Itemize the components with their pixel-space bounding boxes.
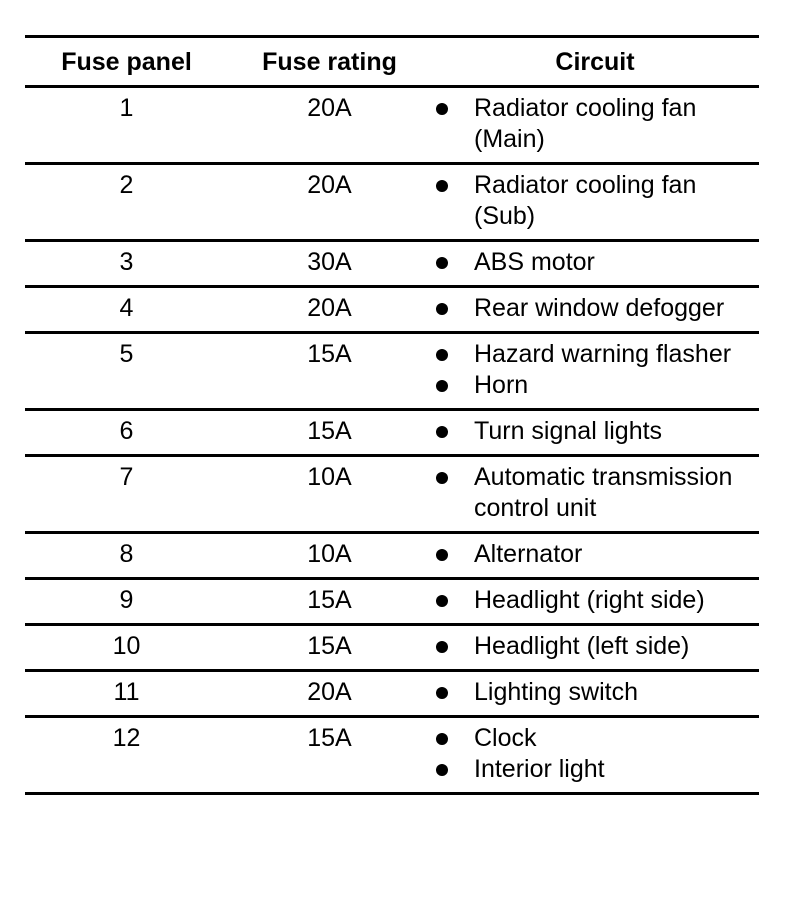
- bullet-icon: [436, 426, 448, 438]
- header-fuse-panel: Fuse panel: [61, 48, 192, 76]
- table-row: [25, 625, 759, 671]
- header-row: [25, 37, 759, 87]
- bullet-icon: [436, 687, 448, 699]
- bullet-icon: [436, 349, 448, 361]
- circuit-item: [431, 93, 759, 155]
- circuit-list: [431, 462, 759, 524]
- bullet-icon: [436, 549, 448, 561]
- circuit-label: Alternator: [474, 540, 583, 568]
- fuse-rating: 20A: [307, 94, 352, 122]
- circuit-list: [431, 93, 759, 155]
- fuse-panel-number: 7: [119, 463, 134, 491]
- circuit-list: [431, 539, 759, 570]
- circuit-list: [431, 723, 759, 785]
- table-row: [25, 87, 759, 164]
- circuit-label: Rear window defogger: [474, 294, 725, 322]
- circuit-cell: [431, 533, 759, 579]
- circuit-list: [431, 585, 759, 616]
- circuit-list: [431, 631, 759, 662]
- circuit-cell: [431, 671, 759, 717]
- fuse-panel-number: 11: [113, 678, 140, 706]
- fuse-rating: 15A: [307, 340, 352, 368]
- bullet-icon: [436, 180, 448, 192]
- fuse-panel-number: 5: [119, 340, 134, 368]
- bullet-icon: [436, 595, 448, 607]
- circuit-item: [431, 462, 759, 524]
- bullet-icon: [436, 733, 448, 745]
- circuit-item: [431, 539, 759, 570]
- circuit-list: [431, 339, 759, 401]
- bullet-icon: [436, 641, 448, 653]
- fuse-panel-number: 12: [112, 724, 141, 752]
- header-fuse-rating: Fuse rating: [262, 48, 397, 76]
- circuit-item: [431, 754, 759, 785]
- circuit-item: [431, 170, 759, 232]
- header-circuit: Circuit: [555, 48, 635, 76]
- circuit-item: [431, 370, 759, 401]
- fuse-panel-number: 2: [119, 171, 134, 199]
- circuit-item: [431, 585, 759, 616]
- circuit-list: [431, 247, 759, 278]
- table-row: [25, 579, 759, 625]
- circuit-item: [431, 677, 759, 708]
- table-body: [25, 87, 759, 794]
- bullet-icon: [436, 103, 448, 115]
- circuit-item: [431, 723, 759, 754]
- table-row: [25, 164, 759, 241]
- table-row: [25, 671, 759, 717]
- bullet-icon: [436, 472, 448, 484]
- bullet-icon: [436, 380, 448, 392]
- circuit-item: [431, 247, 759, 278]
- circuit-label: Hazard warning flasher: [474, 340, 732, 368]
- table-header: [25, 37, 759, 87]
- fuse-table: [25, 35, 759, 795]
- table-row: [25, 241, 759, 287]
- circuit-label: Radiator cooling fan (Main): [474, 94, 697, 153]
- circuit-label: Lighting switch: [474, 678, 638, 706]
- fuse-rating: 15A: [307, 586, 352, 614]
- fuse-rating: 30A: [307, 248, 352, 276]
- fuse-rating: 20A: [307, 171, 352, 199]
- circuit-cell: [431, 625, 759, 671]
- fuse-panel-number: 4: [119, 294, 134, 322]
- circuit-label: Clock: [474, 724, 537, 752]
- circuit-label: Turn signal lights: [474, 417, 663, 445]
- bullet-icon: [436, 303, 448, 315]
- table-row: [25, 287, 759, 333]
- circuit-list: [431, 293, 759, 324]
- fuse-rating: 20A: [307, 294, 352, 322]
- fuse-rating: 10A: [307, 463, 352, 491]
- fuse-panel-number: 9: [119, 586, 134, 614]
- circuit-item: [431, 631, 759, 662]
- circuit-label: Horn: [474, 371, 529, 399]
- circuit-label: Automatic transmission control unit: [474, 463, 733, 522]
- table-row: [25, 717, 759, 794]
- fuse-panel-number: 10: [112, 632, 141, 660]
- fuse-rating: 15A: [307, 417, 352, 445]
- circuit-label: Headlight (left side): [474, 632, 690, 660]
- circuit-cell: [431, 579, 759, 625]
- circuit-cell: [431, 717, 759, 794]
- circuit-cell: [431, 287, 759, 333]
- circuit-cell: [431, 241, 759, 287]
- circuit-list: [431, 416, 759, 447]
- circuit-list: [431, 677, 759, 708]
- fuse-panel-number: 3: [119, 248, 134, 276]
- table-row: [25, 333, 759, 410]
- fuse-rating: 15A: [307, 724, 352, 752]
- fuse-rating: 20A: [307, 678, 352, 706]
- fuse-rating: 10A: [307, 540, 352, 568]
- circuit-item: [431, 293, 759, 324]
- circuit-cell: [431, 456, 759, 533]
- table-row: [25, 456, 759, 533]
- fuse-panel-number: 6: [119, 417, 134, 445]
- circuit-label: Interior light: [474, 755, 605, 783]
- table-row: [25, 410, 759, 456]
- circuit-item: [431, 339, 759, 370]
- fuse-panel-number: 8: [119, 540, 134, 568]
- circuit-label: ABS motor: [474, 248, 595, 276]
- circuit-label: Radiator cooling fan (Sub): [474, 171, 697, 230]
- bullet-icon: [436, 764, 448, 776]
- bullet-icon: [436, 257, 448, 269]
- circuit-cell: [431, 410, 759, 456]
- fuse-panel-number: 1: [119, 94, 134, 122]
- circuit-cell: [431, 87, 759, 164]
- circuit-cell: [431, 164, 759, 241]
- fuse-rating: 15A: [307, 632, 352, 660]
- circuit-cell: [431, 333, 759, 410]
- table-row: [25, 533, 759, 579]
- circuit-list: [431, 170, 759, 232]
- circuit-item: [431, 416, 759, 447]
- circuit-label: Headlight (right side): [474, 586, 705, 614]
